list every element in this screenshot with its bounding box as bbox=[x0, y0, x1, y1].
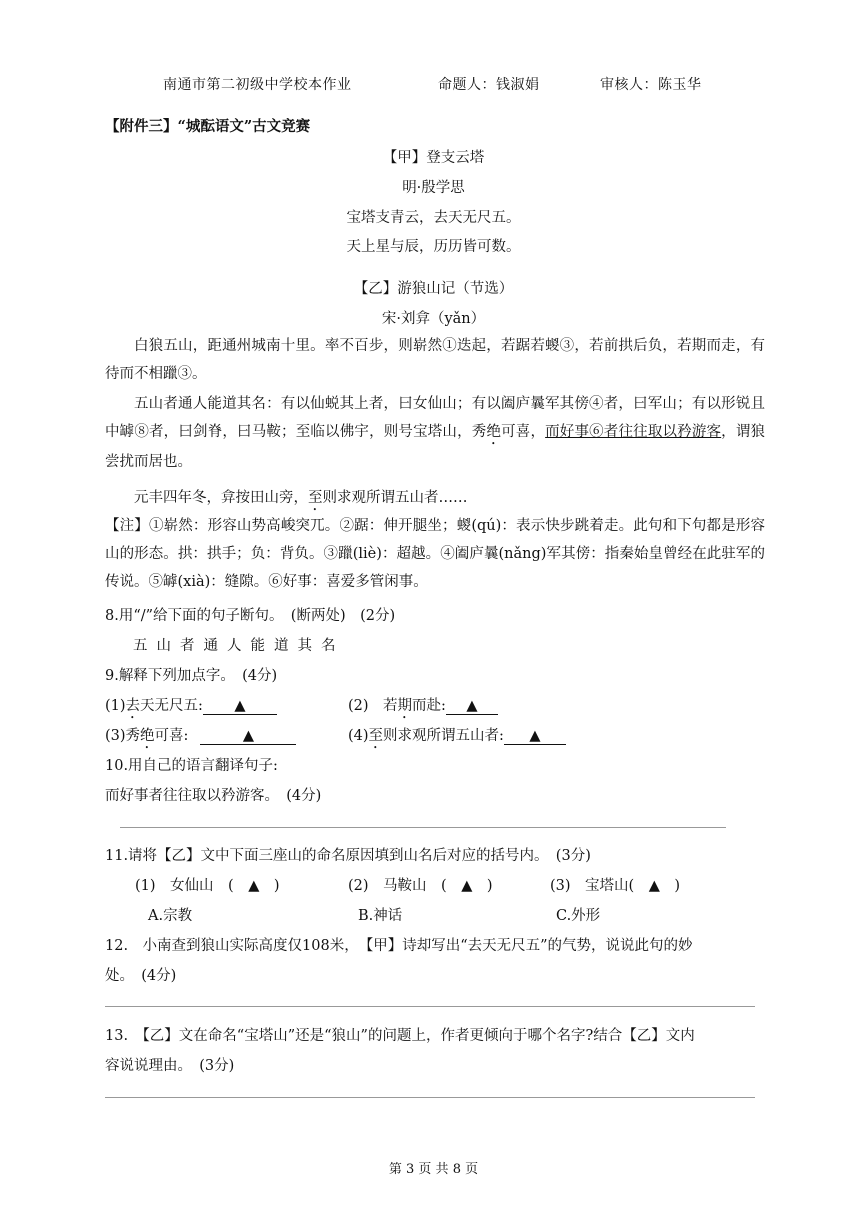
notes: 【注】①崭然：形容山势高峻突兀。②踞：伸开腿坐；蝬(qú)：表示快步跳着走。此句和下句都是形容山的形态。拱：拱手；负：背负。③躐(liè)：超越。④阖庐曩(nǎng)军其傍：指秦始皇曾经在此驻军的传说。⑤罅(xià)：缝隙。⑥好事：喜爱多管闲事。 bbox=[105, 518, 765, 590]
question-11: 11.请将【乙】文中下面三座山的命名原因填到山名后对应的括号内。 (3分) bbox=[105, 848, 591, 864]
question-13: 13. 【乙】文在命名“宝塔山”还是“狼山”的问题上，作者更倾向于哪个名字?结合【乙】文内 bbox=[105, 1028, 695, 1044]
answer-blank[interactable]: ▲ bbox=[203, 698, 277, 715]
q11-option-a: A.宗教 bbox=[148, 908, 193, 924]
poem-line-2: 天上星与辰，历历皆可数。 bbox=[346, 239, 521, 255]
question-12: 12. 小南查到狼山实际高度仅108米， 【甲】诗却写出“去天无尺五”的气势，说说此句的妙 bbox=[105, 938, 693, 954]
prose-paragraph-1: 白狼五山，距通州城南十里。率不百步，则崭然①迭起，若踞若蝬③，若前拱后负，若期而走，有待而不相躐③。 bbox=[105, 338, 765, 382]
underlined-sentence: 而好事⑥者往往取以矜游客 bbox=[545, 424, 722, 440]
poem-line-1: 宝塔支青云，去天无尺五。 bbox=[346, 210, 521, 226]
prose-paragraph-3: 元丰四年冬，弇按田山旁，至则求观所谓五山者…… bbox=[134, 490, 468, 506]
dotted-char: 绝 bbox=[486, 424, 502, 440]
question-12-cont: 处。 (4分) bbox=[105, 968, 177, 984]
q9-item-4: (4)至则求观所谓五山者: ▲ bbox=[348, 724, 566, 752]
question-8: 8.用“/”给下面的句子断句。 (断两处) (2分) bbox=[105, 608, 396, 624]
q9-item-1: (1)去天无尺五: ▲ bbox=[105, 694, 277, 722]
reviewer-credit: 审核人：陈玉华 bbox=[600, 77, 702, 93]
q8-sentence: 五山者通人能道其名 bbox=[133, 638, 345, 654]
q11-mountain-1[interactable]: (1) 女仙山 ( ▲ ) bbox=[135, 878, 280, 894]
q11-mountain-3[interactable]: (3) 宝塔山( ▲ ) bbox=[550, 878, 681, 894]
answer-blank[interactable]: ▲ bbox=[504, 728, 566, 745]
question-13-cont: 容说说理由。 (3分) bbox=[105, 1058, 235, 1074]
answer-line[interactable] bbox=[120, 827, 726, 828]
school-name: 南通市第二初级中学校本作业 bbox=[163, 77, 352, 93]
answer-line[interactable] bbox=[105, 1006, 755, 1007]
prose-author: 宋·刘弇（yǎn） bbox=[381, 311, 486, 327]
question-10: 10.用自己的语言翻译句子: bbox=[105, 758, 278, 774]
q9-item-2: (2) 若期而赴: ▲ bbox=[348, 694, 498, 722]
prose-paragraph-2: 五山者通人能道其名：有以仙蜕其上者，曰女仙山；有以阖庐曩军其傍④者，曰军山；有以形锐且中罅⑧者，曰剑脊，曰马鞍；至临以佛宇，则号宝塔山，秀绝可喜，而好事⑥者往往取以矜游客，谓狼尝扰而居也。 bbox=[105, 396, 766, 470]
section-title: 【附件三】“城酝语文”古文竞赛 bbox=[105, 118, 311, 135]
page-number: 第 3 页 共 8 页 bbox=[388, 1162, 479, 1177]
answer-line[interactable] bbox=[105, 1097, 755, 1098]
q11-mountain-2[interactable]: (2) 马鞍山 ( ▲ ) bbox=[348, 878, 493, 894]
dotted-char: 至 bbox=[308, 490, 323, 506]
answer-blank[interactable]: ▲ bbox=[200, 728, 296, 745]
poem-author: 明·殷学思 bbox=[402, 180, 465, 196]
q11-option-c: C.外形 bbox=[556, 908, 601, 924]
answer-blank[interactable]: ▲ bbox=[446, 698, 498, 715]
prose-title: 【乙】游狼山记（节选） bbox=[353, 281, 514, 297]
q9-item-3: (3)秀绝可喜: ▲ bbox=[105, 724, 296, 752]
q11-option-b: B.神话 bbox=[358, 908, 403, 924]
q10-sentence: 而好事者往往取以矜游客。 (4分) bbox=[105, 788, 322, 804]
poem-title: 【甲】登支云塔 bbox=[382, 150, 485, 166]
question-9: 9.解释下列加点字。 (4分) bbox=[105, 668, 278, 684]
author-credit: 命题人：钱淑娟 bbox=[438, 77, 540, 93]
